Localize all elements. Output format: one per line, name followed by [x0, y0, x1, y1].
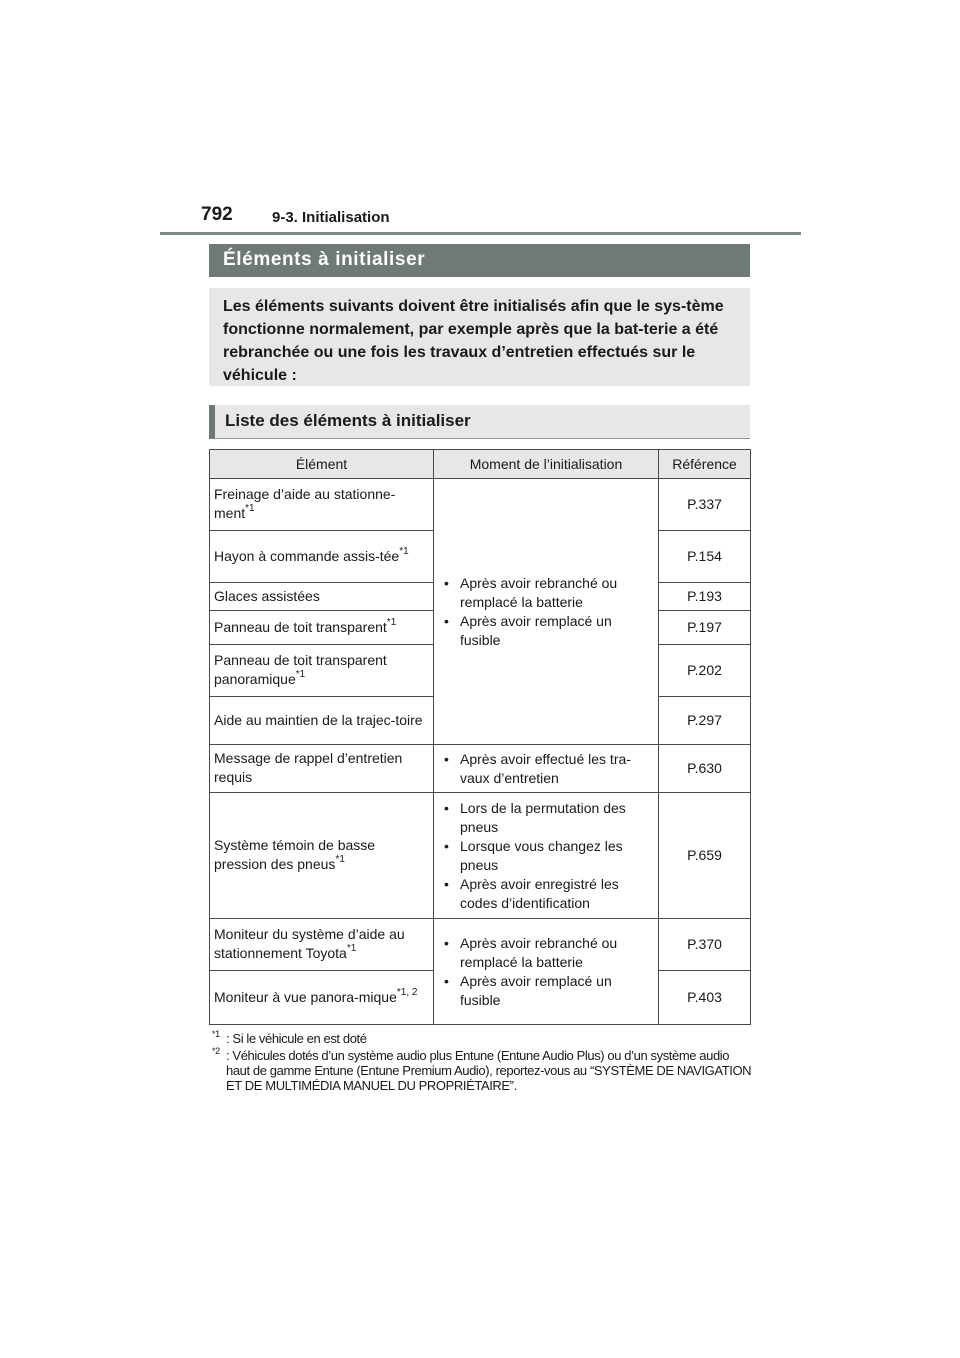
footnotes — [212, 1031, 752, 1095]
reference-cell: P.630 — [659, 745, 751, 793]
header-reference: Référence — [659, 450, 751, 479]
intro-text: Les éléments suivants doivent être initialisés afin que le sys-tème fonctionne normalement, par exemple après que la bat-terie a été rebranchée ou une fois les travaux d’entretien effectués sur le véhicule : — [223, 298, 724, 384]
timing-list — [442, 799, 650, 913]
table-row — [210, 745, 751, 793]
reference-cell: P.370 — [659, 919, 751, 971]
table-row — [210, 479, 751, 531]
element-name: Moniteur à vue panora-mique — [214, 988, 397, 1005]
timing-item: • Après avoir remplacé un fusible — [442, 972, 650, 1010]
element-cell — [210, 793, 434, 919]
timing-item: • Après avoir rebranché ou remplacé la batterie — [442, 574, 650, 612]
timing-cell — [434, 479, 659, 745]
timing-item: • Lorsque vous changez les pneus — [442, 837, 650, 875]
timing-item: • Après avoir remplacé un fusible — [442, 612, 650, 650]
footnote-ref: *1, 2 — [396, 986, 418, 998]
header-timing: Moment de l’initialisation — [434, 450, 659, 479]
footnote — [212, 1048, 752, 1093]
footnote — [212, 1031, 752, 1046]
section-title: 9-3. Initialisation — [272, 209, 390, 226]
element-cell — [210, 745, 434, 793]
element-cell — [210, 919, 434, 971]
element-name: Hayon à commande assis-tée — [214, 547, 400, 564]
element-cell — [210, 697, 434, 745]
timing-cell — [434, 919, 659, 1025]
footnote-ref: *1 — [335, 854, 345, 865]
element-name: Freinage d’aide au stationne-ment — [214, 486, 396, 521]
footnote-ref: *1 — [245, 503, 255, 514]
table-header-row — [210, 450, 751, 479]
page-number: 792 — [201, 204, 233, 225]
subheading: Liste des éléments à initialiser — [209, 405, 750, 439]
element-name: Aide au maintien de la trajec-toire — [214, 711, 423, 728]
timing-cell — [434, 745, 659, 793]
timing-cell — [434, 793, 659, 919]
element-name: Système témoin de basse pression des pneus — [214, 837, 376, 872]
footnote-marker: *2 — [212, 1046, 220, 1056]
element-name: Panneau de toit transparent — [214, 618, 387, 635]
timing-item: • Lors de la permutation des pneus — [442, 799, 650, 837]
footnote-ref: *1 — [295, 669, 306, 680]
table-row — [210, 793, 751, 919]
reference-cell: P.197 — [659, 611, 751, 645]
header-element: Élément — [210, 450, 434, 479]
timing-list — [442, 934, 650, 1010]
element-cell — [210, 583, 434, 611]
element-cell — [210, 645, 434, 697]
element-name: Glaces assistées — [214, 587, 320, 604]
footnote-ref: *1 — [386, 616, 397, 628]
footnote-ref: *1 — [399, 545, 409, 557]
element-name: Moniteur du système d’aide au stationnement Toyota — [214, 926, 405, 961]
section-banner: Éléments à initialiser — [209, 244, 750, 277]
element-cell — [210, 971, 434, 1025]
reference-cell: P.202 — [659, 645, 751, 697]
timing-item: • Après avoir rebranché ou remplacé la batterie — [442, 934, 650, 972]
element-cell — [210, 479, 434, 531]
element-cell — [210, 531, 434, 583]
timing-list — [442, 750, 650, 788]
element-name: Message de rappel d’entretien requis — [214, 750, 403, 785]
timing-item: • Après avoir effectué les tra-vaux d’entretien — [442, 750, 650, 788]
timing-list — [442, 574, 650, 650]
reference-cell: P.154 — [659, 531, 751, 583]
footnote-text: : Si le véhicule en est doté — [226, 1031, 367, 1046]
footnote-ref: *1 — [346, 943, 357, 954]
timing-item: • Après avoir enregistré les codes d’identification — [442, 875, 650, 913]
reference-cell: P.403 — [659, 971, 751, 1025]
reference-cell: P.337 — [659, 479, 751, 531]
element-cell — [210, 611, 434, 645]
element-name: Panneau de toit transparent panoramique — [214, 652, 387, 687]
intro-box — [209, 288, 750, 386]
initialization-table — [209, 449, 751, 1025]
reference-cell: P.297 — [659, 697, 751, 745]
header-divider — [160, 232, 801, 235]
footnote-text: : Véhicules dotés d’un système audio plus Entune (Entune Audio Plus) ou d’un système audio haut de gamme Entune (Entune Premium Audio), reportez-vous au “SYSTÈME DE NAVIGATION ET DE MULTIMÉDIA MANUEL DU PROPRIÉTAIRE”. — [226, 1048, 752, 1093]
reference-cell: P.659 — [659, 793, 751, 919]
footnote-marker: *1 — [212, 1029, 220, 1039]
reference-cell: P.193 — [659, 583, 751, 611]
table-row — [210, 919, 751, 971]
